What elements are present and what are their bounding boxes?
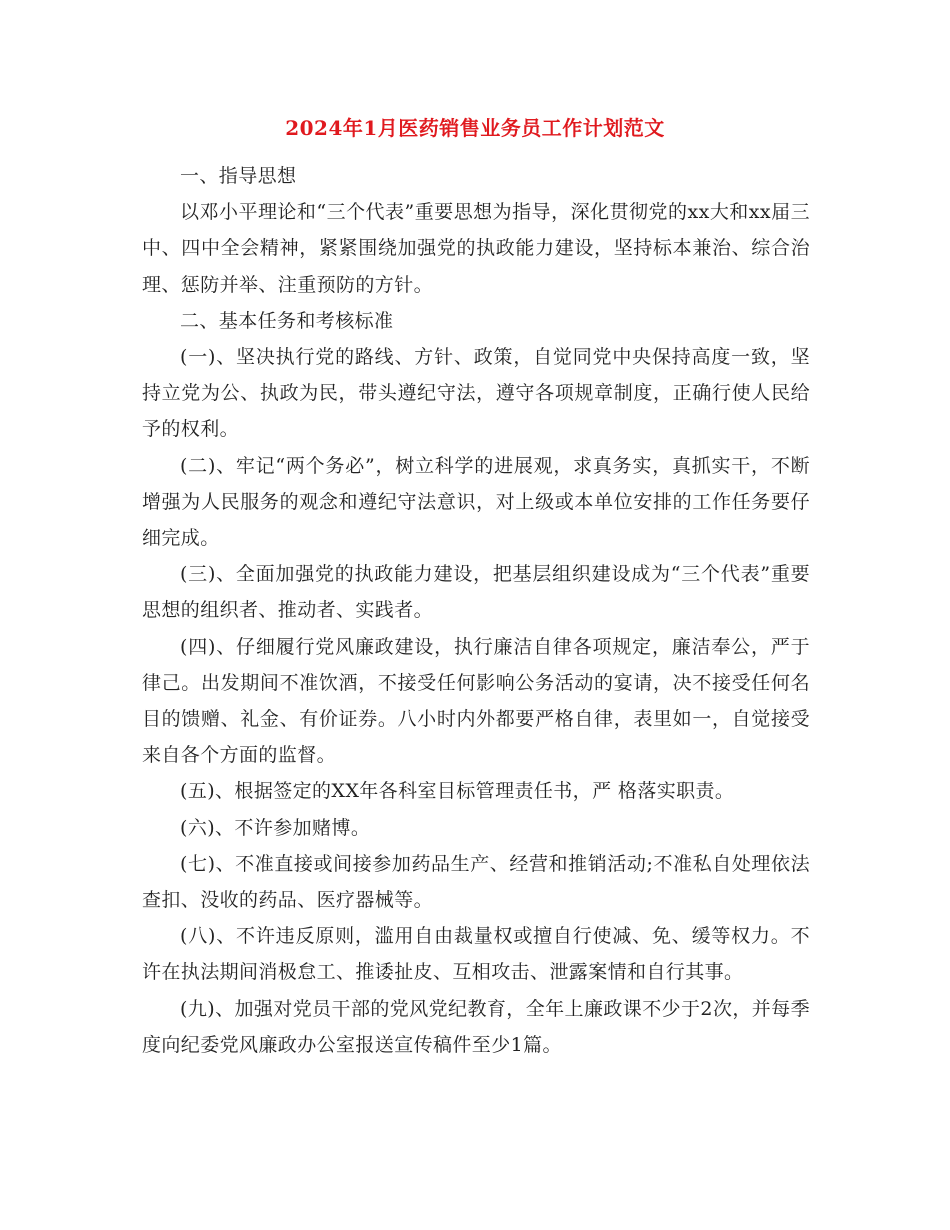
paragraph-item-4: (四)、仔细履行党风廉政建设，执行廉洁自律各项规定，廉洁奉公，严于律己。出发期间不准饮酒，不接受任何影响公务活动的宴请，决不接受任何名目的馈赠、礼金、有价证券。八小时内外都要严格自律，表里如一，自觉接受来自各个方面的监督。 (142, 635, 810, 767)
paragraph-item-3: (三)、全面加强党的执政能力建设，把基层组织建设成为“三个代表”重要思想的组织者、推动者、实践者。 (142, 563, 810, 622)
paragraph-item-8: (八)、不许违反原则，滥用自由裁量权或擅自行使减、免、缓等权力。不许在执法期间消极怠工、推诿扯皮、互相攻击、泄露案情和自行其事。 (142, 925, 810, 984)
document-body (142, 158, 810, 1063)
section-heading-guiding-ideology: 一、指导思想 (180, 165, 297, 187)
paragraph-item-9: (九)、加强对党员干部的党风党纪教育，全年上廉政课不少于2次，并每季度向纪委党风廉政办公室报送宣传稿件至少1篇。 (142, 997, 810, 1056)
paragraph-item-1: (一)、坚决执行党的路线、方针、政策，自觉同党中央保持高度一致，坚持立党为公、执政为民，带头遵纪守法，遵守各项规章制度，正确行使人民给予的权利。 (142, 346, 810, 441)
paragraph-item-7: (七)、不准直接或间接参加药品生产、经营和推销活动;不准私自处理依法查扣、没收的药品、医疗器械等。 (142, 852, 810, 912)
paragraph-item-2: (二)、牢记“两个务必”，树立科学的进展观，求真务实，真抓实干，不断增强为人民服务的观念和遵纪守法意识，对上级或本单位安排的工作任务要仔细完成。 (142, 454, 810, 550)
section-heading-tasks-standards: 二、基本任务和考核标准 (180, 309, 394, 332)
paragraph-guiding-ideology: 以邓小平理论和“三个代表”重要思想为指导，深化贯彻党的xx大和xx届三中、四中全会精神，紧紧围绕加强党的执政能力建设，坚持标本兼治、综合治理、惩防并举、注重预防的方针。 (142, 201, 810, 296)
document-title: 2024年1月医药销售业务员工作计划范文 (285, 116, 665, 140)
paragraph-item-6: (六)、不许参加赌博。 (180, 816, 371, 839)
paragraph-item-5: (五)、根据签定的XX年各科室目标管理责任书，严 格落实职责。 (180, 780, 735, 803)
